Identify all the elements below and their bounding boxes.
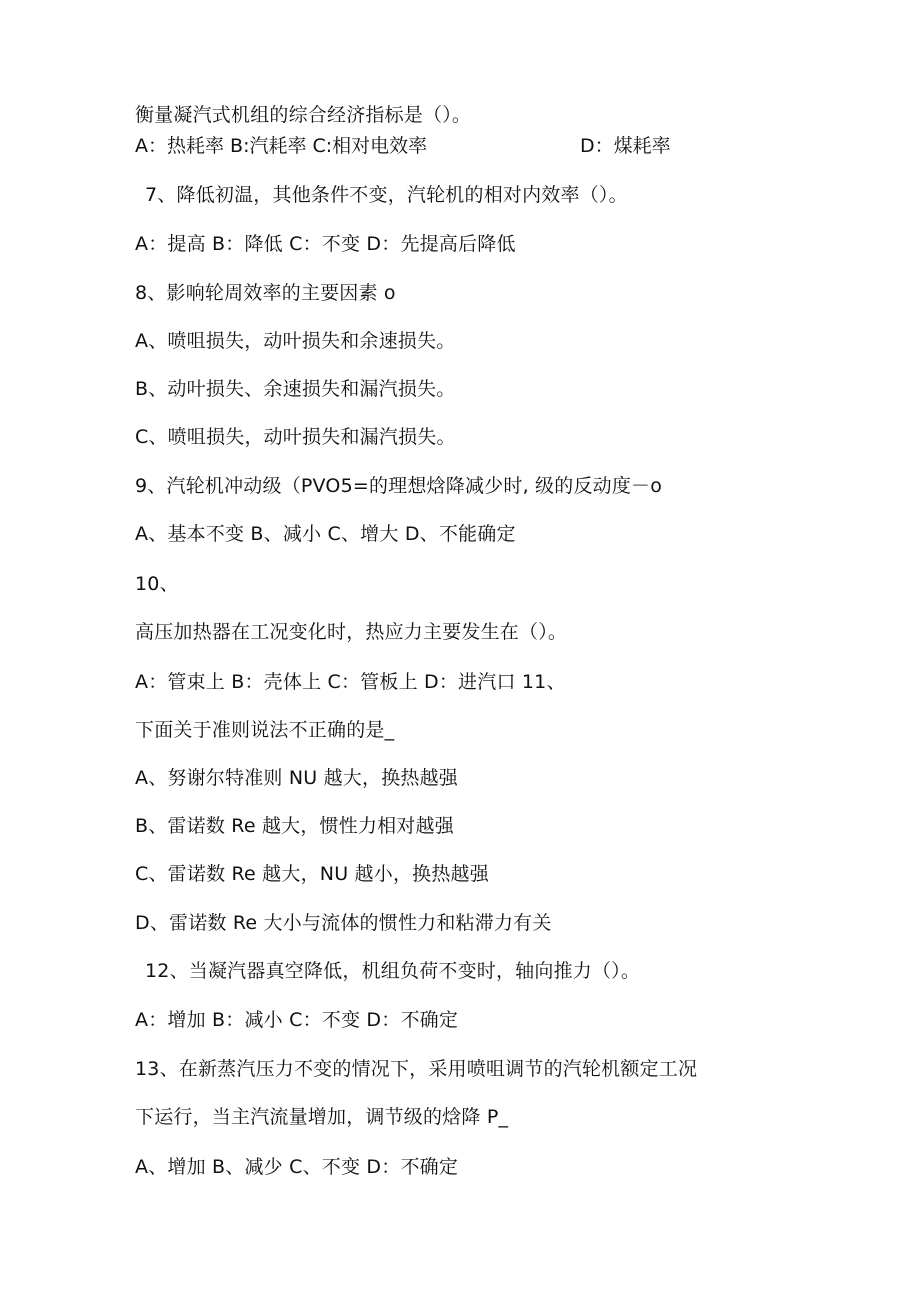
text-line-q11-option-b: B、雷诺数 Re 越大，惯性力相对越强 — [135, 815, 454, 837]
text-line-q12-options: A：增加 B：减小 C：不变 D：不确定 — [135, 1009, 459, 1031]
text-line-q13-options: A、增加 B、减少 C、不变 D：不确定 — [135, 1156, 459, 1178]
text-line-q9-stem: 9、汽轮机冲动级（PVO5=的理想焓降减少时, 级的反动度－o — [135, 475, 663, 497]
q6-options-left: A：热耗率 B:汽耗率 C:相对电效率 — [135, 135, 428, 157]
text-line-q7-stem: 7、降低初温，其他条件不变，汽轮机的相对内效率（）。 — [145, 184, 628, 206]
text-line-q11-option-c: C、雷诺数 Re 越大，NU 越小，换热越强 — [135, 863, 489, 885]
text-line-q11-option-a: A、努谢尔特准则 NU 越大，换热越强 — [135, 767, 458, 789]
text-line-q11-stem: 下面关于准则说法不正确的是_ — [135, 719, 395, 741]
text-line-q9-options: A、基本不变 B、减小 C、增大 D、不能确定 — [135, 523, 516, 545]
text-line-q8-option-a: A、喷咀损失，动叶损失和余速损失。 — [135, 330, 456, 352]
text-line-q10-number: 10、 — [135, 573, 179, 595]
text-line-q7-options: A：提高 B：降低 C：不变 D：先提高后降低 — [135, 233, 516, 255]
q6-option-d: D：煤耗率 — [580, 135, 671, 157]
text-line-q6-stem: 衡量凝汽式机组的综合经济指标是（）。 — [135, 104, 472, 126]
text-line-q8-stem: 8、影响轮周效率的主要因素 o — [135, 282, 396, 304]
text-line-q10-options: A：管束上 B：壳体上 C：管板上 D：进汽口 11、 — [135, 671, 566, 693]
text-line-q11-option-d: D、雷诺数 Re 大小与流体的惯性力和粘滞力有关 — [135, 912, 552, 934]
text-line-q6-options — [135, 134, 835, 158]
text-line-q12-stem: 12、当凝汽器真空降低，机组负荷不变时，轴向推力（）。 — [145, 960, 641, 982]
text-line-q13-stem-1: 13、在新蒸汽压力不变的情况下，采用喷咀调节的汽轮机额定工况 — [135, 1058, 698, 1080]
text-line-q8-option-c: C、喷咀损失，动叶损失和漏汽损失。 — [135, 426, 456, 448]
text-line-q8-option-b: B、动叶损失、余速损失和漏汽损失。 — [135, 378, 456, 400]
text-line-q10-stem: 高压加热器在工况变化时，热应力主要发生在（）。 — [135, 621, 568, 643]
text-line-q13-stem-2: 下运行，当主汽流量增加，调节级的焓降 P_ — [135, 1106, 509, 1128]
